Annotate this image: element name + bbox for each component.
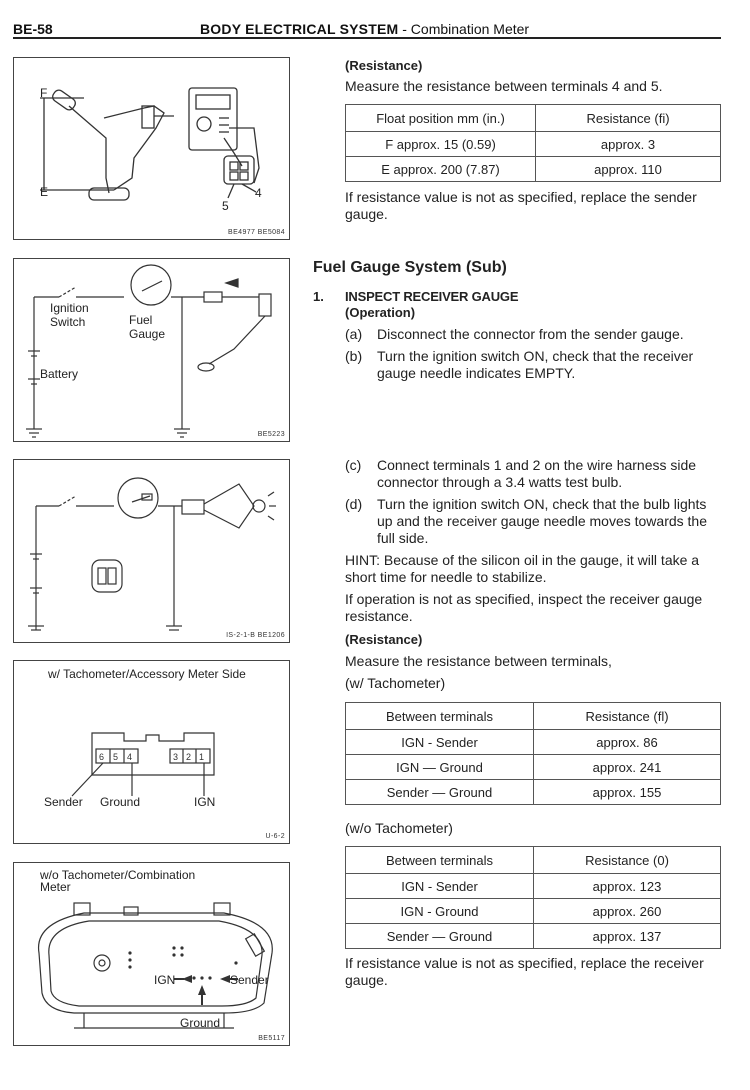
table-row	[346, 899, 721, 924]
float-resistance-table	[345, 104, 721, 182]
sender-label: Sender	[44, 795, 83, 809]
sub-section-title: Fuel Gauge System (Sub)	[313, 259, 507, 276]
table-cell: F approx. 15 (0.59)	[346, 132, 536, 157]
table-cell: approx. 260	[534, 899, 721, 924]
figure-code: IS-2-1-B BE1206	[226, 632, 285, 639]
ignition-switch-label: Ignition Switch	[50, 301, 89, 329]
page-number: BE-58	[13, 21, 53, 37]
table-cell: approx. 110	[536, 157, 721, 182]
table-header-row	[346, 105, 721, 132]
table-header-row	[346, 703, 721, 730]
item-mark: (c)	[345, 457, 362, 473]
figure-sender-gauge	[13, 57, 290, 240]
table-cell: Sender — Ground	[346, 924, 534, 949]
table-cell: IGN - Ground	[346, 899, 534, 924]
figure-test-bulb-circuit	[13, 459, 290, 643]
receiver-resistance-instruction: Measure the resistance between terminals,	[345, 653, 612, 669]
sender-gauge-illustration	[14, 58, 289, 239]
operation-note: If operation is not as specified, inspect the receiver gauge resistance.	[345, 591, 703, 624]
table-header-cell: Resistance (fi)	[536, 105, 721, 132]
step-title: INSPECT RECEIVER GAUGE	[345, 289, 519, 304]
figure-code: BE5117	[258, 1035, 285, 1042]
svg-text:4: 4	[127, 752, 133, 762]
item-text: Connect terminals 1 and 2 on the wire harness side connector through a 3.4 watts test bulb.	[377, 457, 697, 490]
figure-combination-meter	[13, 862, 290, 1046]
ground-label: Ground	[100, 795, 141, 809]
step-item-c	[345, 457, 725, 497]
item-mark: (a)	[345, 326, 363, 342]
fig4-title: w/ Tachometer/Accessory Meter Side	[48, 667, 246, 681]
figure-connector-with-tach	[13, 660, 290, 844]
item-mark: (b)	[345, 348, 363, 364]
with-tach-resistance-table	[345, 702, 721, 805]
table-cell: IGN - Sender	[346, 874, 534, 899]
figure-code: U-6-2	[265, 833, 285, 840]
item-text: Disconnect the connector from the sender gauge.	[377, 326, 684, 342]
battery-label: Battery	[40, 367, 79, 381]
table-row	[346, 755, 721, 780]
section-title	[200, 21, 529, 37]
table-header-cell: Resistance (0)	[534, 847, 721, 874]
receiver-replace-note: If resistance value is not as specified, replace the receiver gauge.	[345, 955, 704, 988]
section-title-bold: BODY ELECTRICAL SYSTEM	[200, 21, 399, 37]
table-header-row	[346, 847, 721, 874]
table-header-cell: Resistance (fl)	[534, 703, 721, 730]
table-cell: IGN — Ground	[346, 755, 534, 780]
figure-code: BE4977 BE5084	[228, 229, 285, 236]
label-terminal-4: 4	[255, 186, 262, 200]
item-text: Turn the ignition switch ON, check that the receiver gauge needle indicates EMPTY.	[377, 348, 694, 381]
table-row	[346, 132, 721, 157]
without-tach-resistance-table	[345, 846, 721, 949]
section-title-rest: - Combination Meter	[398, 21, 530, 37]
item-mark: (d)	[345, 496, 363, 512]
svg-text:5: 5	[113, 752, 119, 762]
step-item-b	[345, 348, 725, 388]
label-f: F	[40, 86, 48, 100]
connector-diagram	[14, 661, 289, 843]
table-header-cell: Float position mm (in.)	[346, 105, 536, 132]
circuit-diagram	[14, 259, 289, 441]
item-text: Turn the ignition switch ON, check that the bulb lights up and the receiver gauge needle moves towards the full side.	[377, 496, 707, 546]
table-cell: approx. 155	[534, 780, 721, 805]
combination-meter-diagram	[14, 863, 289, 1045]
svg-text:6: 6	[99, 752, 105, 762]
step-item-d	[345, 496, 725, 552]
label-e: E	[40, 185, 49, 199]
table-row	[346, 730, 721, 755]
table-cell: Sender — Ground	[346, 780, 534, 805]
table-row	[346, 874, 721, 899]
ign-label: IGN	[154, 973, 176, 987]
table-header-cell: Between terminals	[346, 847, 534, 874]
table-cell: approx. 241	[534, 755, 721, 780]
svg-text:1: 1	[199, 752, 205, 762]
fig5-title: w/o Tachometer/Combination Meter	[40, 868, 196, 894]
figure-code: BE5223	[257, 431, 285, 438]
sender-replace-note: If resistance value is not as specified, replace the sender gauge.	[345, 189, 697, 222]
fuel-gauge-label: Fuel Gauge	[129, 313, 166, 341]
test-bulb-diagram	[14, 460, 289, 642]
svg-text:2: 2	[186, 752, 192, 762]
table-row	[346, 924, 721, 949]
table-row	[346, 780, 721, 805]
table-cell: IGN - Sender	[346, 730, 534, 755]
with-tach-label: (w/ Tachometer)	[345, 675, 446, 691]
table-cell: approx. 123	[534, 874, 721, 899]
resistance-instruction: Measure the resistance between terminals 4 and 5.	[345, 78, 663, 94]
svg-text:3: 3	[173, 752, 179, 762]
table-row	[346, 157, 721, 182]
hint-text: HINT: Because of the silicon oil in the gauge, it will take a short time for needle to stabilize.	[345, 552, 700, 585]
step-subtitle: (Operation)	[345, 305, 416, 320]
sender-label: Sender	[230, 973, 269, 987]
table-cell: approx. 137	[534, 924, 721, 949]
table-cell: approx. 3	[536, 132, 721, 157]
ign-label: IGN	[194, 795, 216, 809]
step-number: 1.	[313, 289, 324, 304]
figure-fuel-gauge-circuit	[13, 258, 290, 442]
header-rule	[13, 37, 721, 39]
table-cell: approx. 86	[534, 730, 721, 755]
receiver-resistance-heading: (Resistance)	[345, 632, 423, 647]
table-header-cell: Between terminals	[346, 703, 534, 730]
table-cell: E approx. 200 (7.87)	[346, 157, 536, 182]
without-tach-label: (w/o Tachometer)	[345, 820, 453, 836]
resistance-heading: (Resistance)	[345, 58, 423, 73]
ground-label: Ground	[180, 1016, 221, 1030]
label-terminal-5: 5	[222, 199, 229, 213]
